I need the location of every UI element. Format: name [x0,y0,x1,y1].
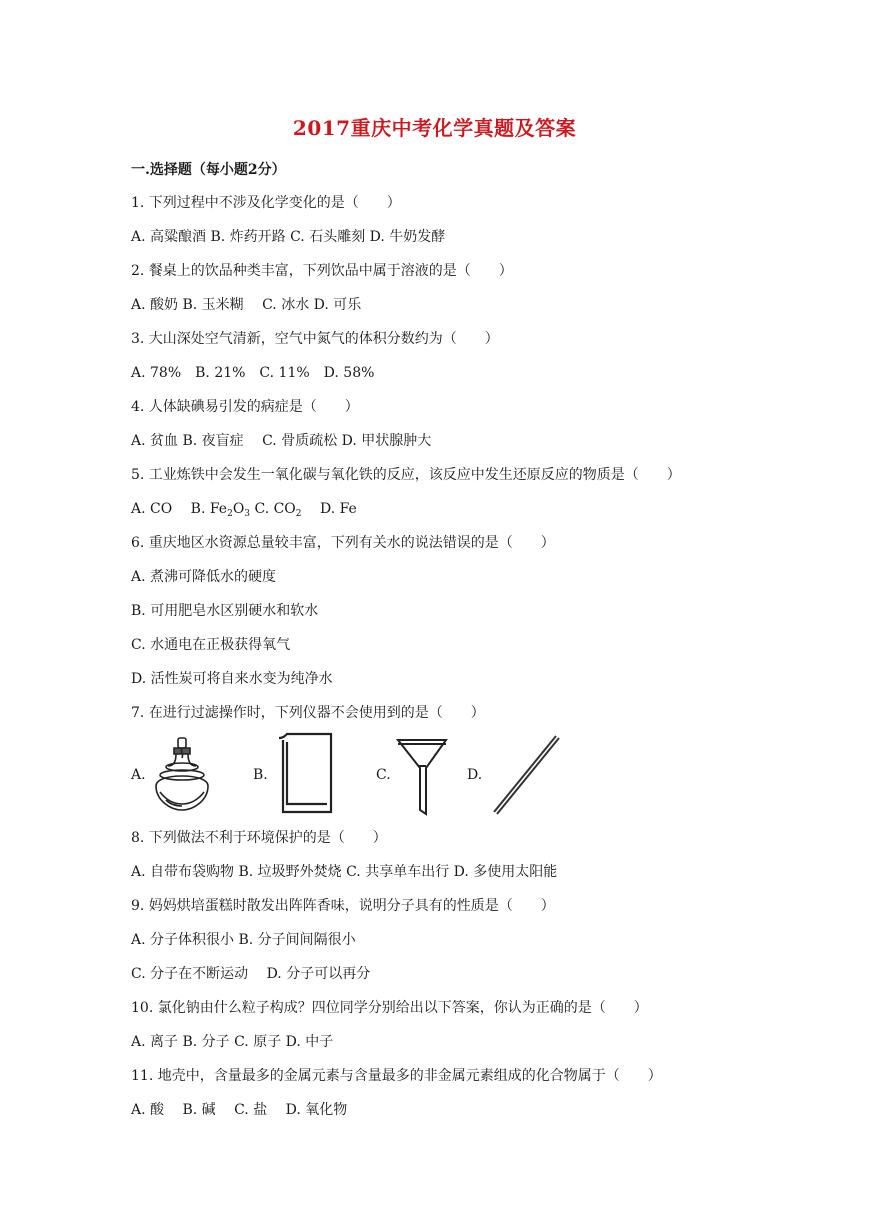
question-3-stem: 3. 大山深处空气清新，空气中氮气的体积分数约为（ ） [131,331,499,347]
question-11-stem: 11. 地壳中，含量最多的金属元素与含量最多的非金属元素组成的化合物属于（ ） [131,1068,662,1084]
page-title: 2017重庆中考化学真题及答案 [292,116,577,140]
question-10-options: A. 离子 B. 分子 C. 原子 D. 中子 [131,1034,334,1050]
glass-rod-icon [490,732,562,818]
question-1-options: A. 高粱酿酒 B. 炸药开路 C. 石头雕刻 D. 牛奶发酵 [131,229,446,245]
section-heading: 一.选择题（每小题2分） [131,162,286,178]
question-6-option-a: A. 煮沸可降低水的硬度 [131,569,277,585]
question-9-options-1: A. 分子体积很小 B. 分子间间隔很小 [131,932,356,948]
question-7-label-d: D. [467,767,483,783]
question-11-options: A. 酸 B. 碱 C. 盐 D. 氧化物 [131,1102,348,1118]
question-7-label-a: A. [131,767,146,783]
beaker-icon [275,732,335,818]
question-7-label-b: B. [253,767,268,783]
question-6-option-d: D. 活性炭可将自来水变为纯净水 [131,671,333,687]
question-3-options: A. 78% B. 21% C. 11% D. 58% [131,365,375,381]
funnel-icon [396,736,448,818]
question-10-stem: 10. 氯化钠由什么粒子构成？四位同学分别给出以下答案，你认为正确的是（ ） [131,1000,648,1016]
question-2-options: A. 酸奶 B. 玉米糊 C. 冰水 D. 可乐 [131,297,362,313]
question-9-options-2: C. 分子在不断运动 D. 分子可以再分 [131,966,371,982]
question-6-option-b: B. 可用肥皂水区别硬水和软水 [131,603,319,619]
question-1-stem: 1. 下列过程中不涉及化学变化的是（ ） [131,195,401,211]
question-6-option-c: C. 水通电在正极获得氧气 [131,637,291,653]
question-8-options: A. 自带布袋购物 B. 垃圾野外焚烧 C. 共享单车出行 D. 多使用太阳能 [131,864,558,880]
question-6-stem: 6. 重庆地区水资源总量较丰富，下列有关水的说法错误的是（ ） [131,535,555,551]
question-7-label-c: C. [376,767,391,783]
alcohol-lamp-icon [150,734,214,816]
question-5-stem: 5. 工业炼铁中会发生一氧化碳与氧化铁的反应，该反应中发生还原反应的物质是（ ） [131,467,681,483]
question-2-stem: 2. 餐桌上的饮品种类丰富，下列饮品中属于溶液的是（ ） [131,263,513,279]
question-8-stem: 8. 下列做法不利于环境保护的是（ ） [131,830,387,846]
question-4-stem: 4. 人体缺碘易引发的病症是（ ） [131,399,359,415]
question-5-options: A. CO B. $Fe_2O_3$ C. $CO_2$ D. Fe [131,501,357,519]
question-7-stem: 7. 在进行过滤操作时，下列仪器不会使用到的是（ ） [131,705,485,721]
question-9-stem: 9. 妈妈烘培蛋糕时散发出阵阵香味，说明分子具有的性质是（ ） [131,898,555,914]
question-4-options: A. 贫血 B. 夜盲症 C. 骨质疏松 D. 甲状腺肿大 [131,433,432,449]
